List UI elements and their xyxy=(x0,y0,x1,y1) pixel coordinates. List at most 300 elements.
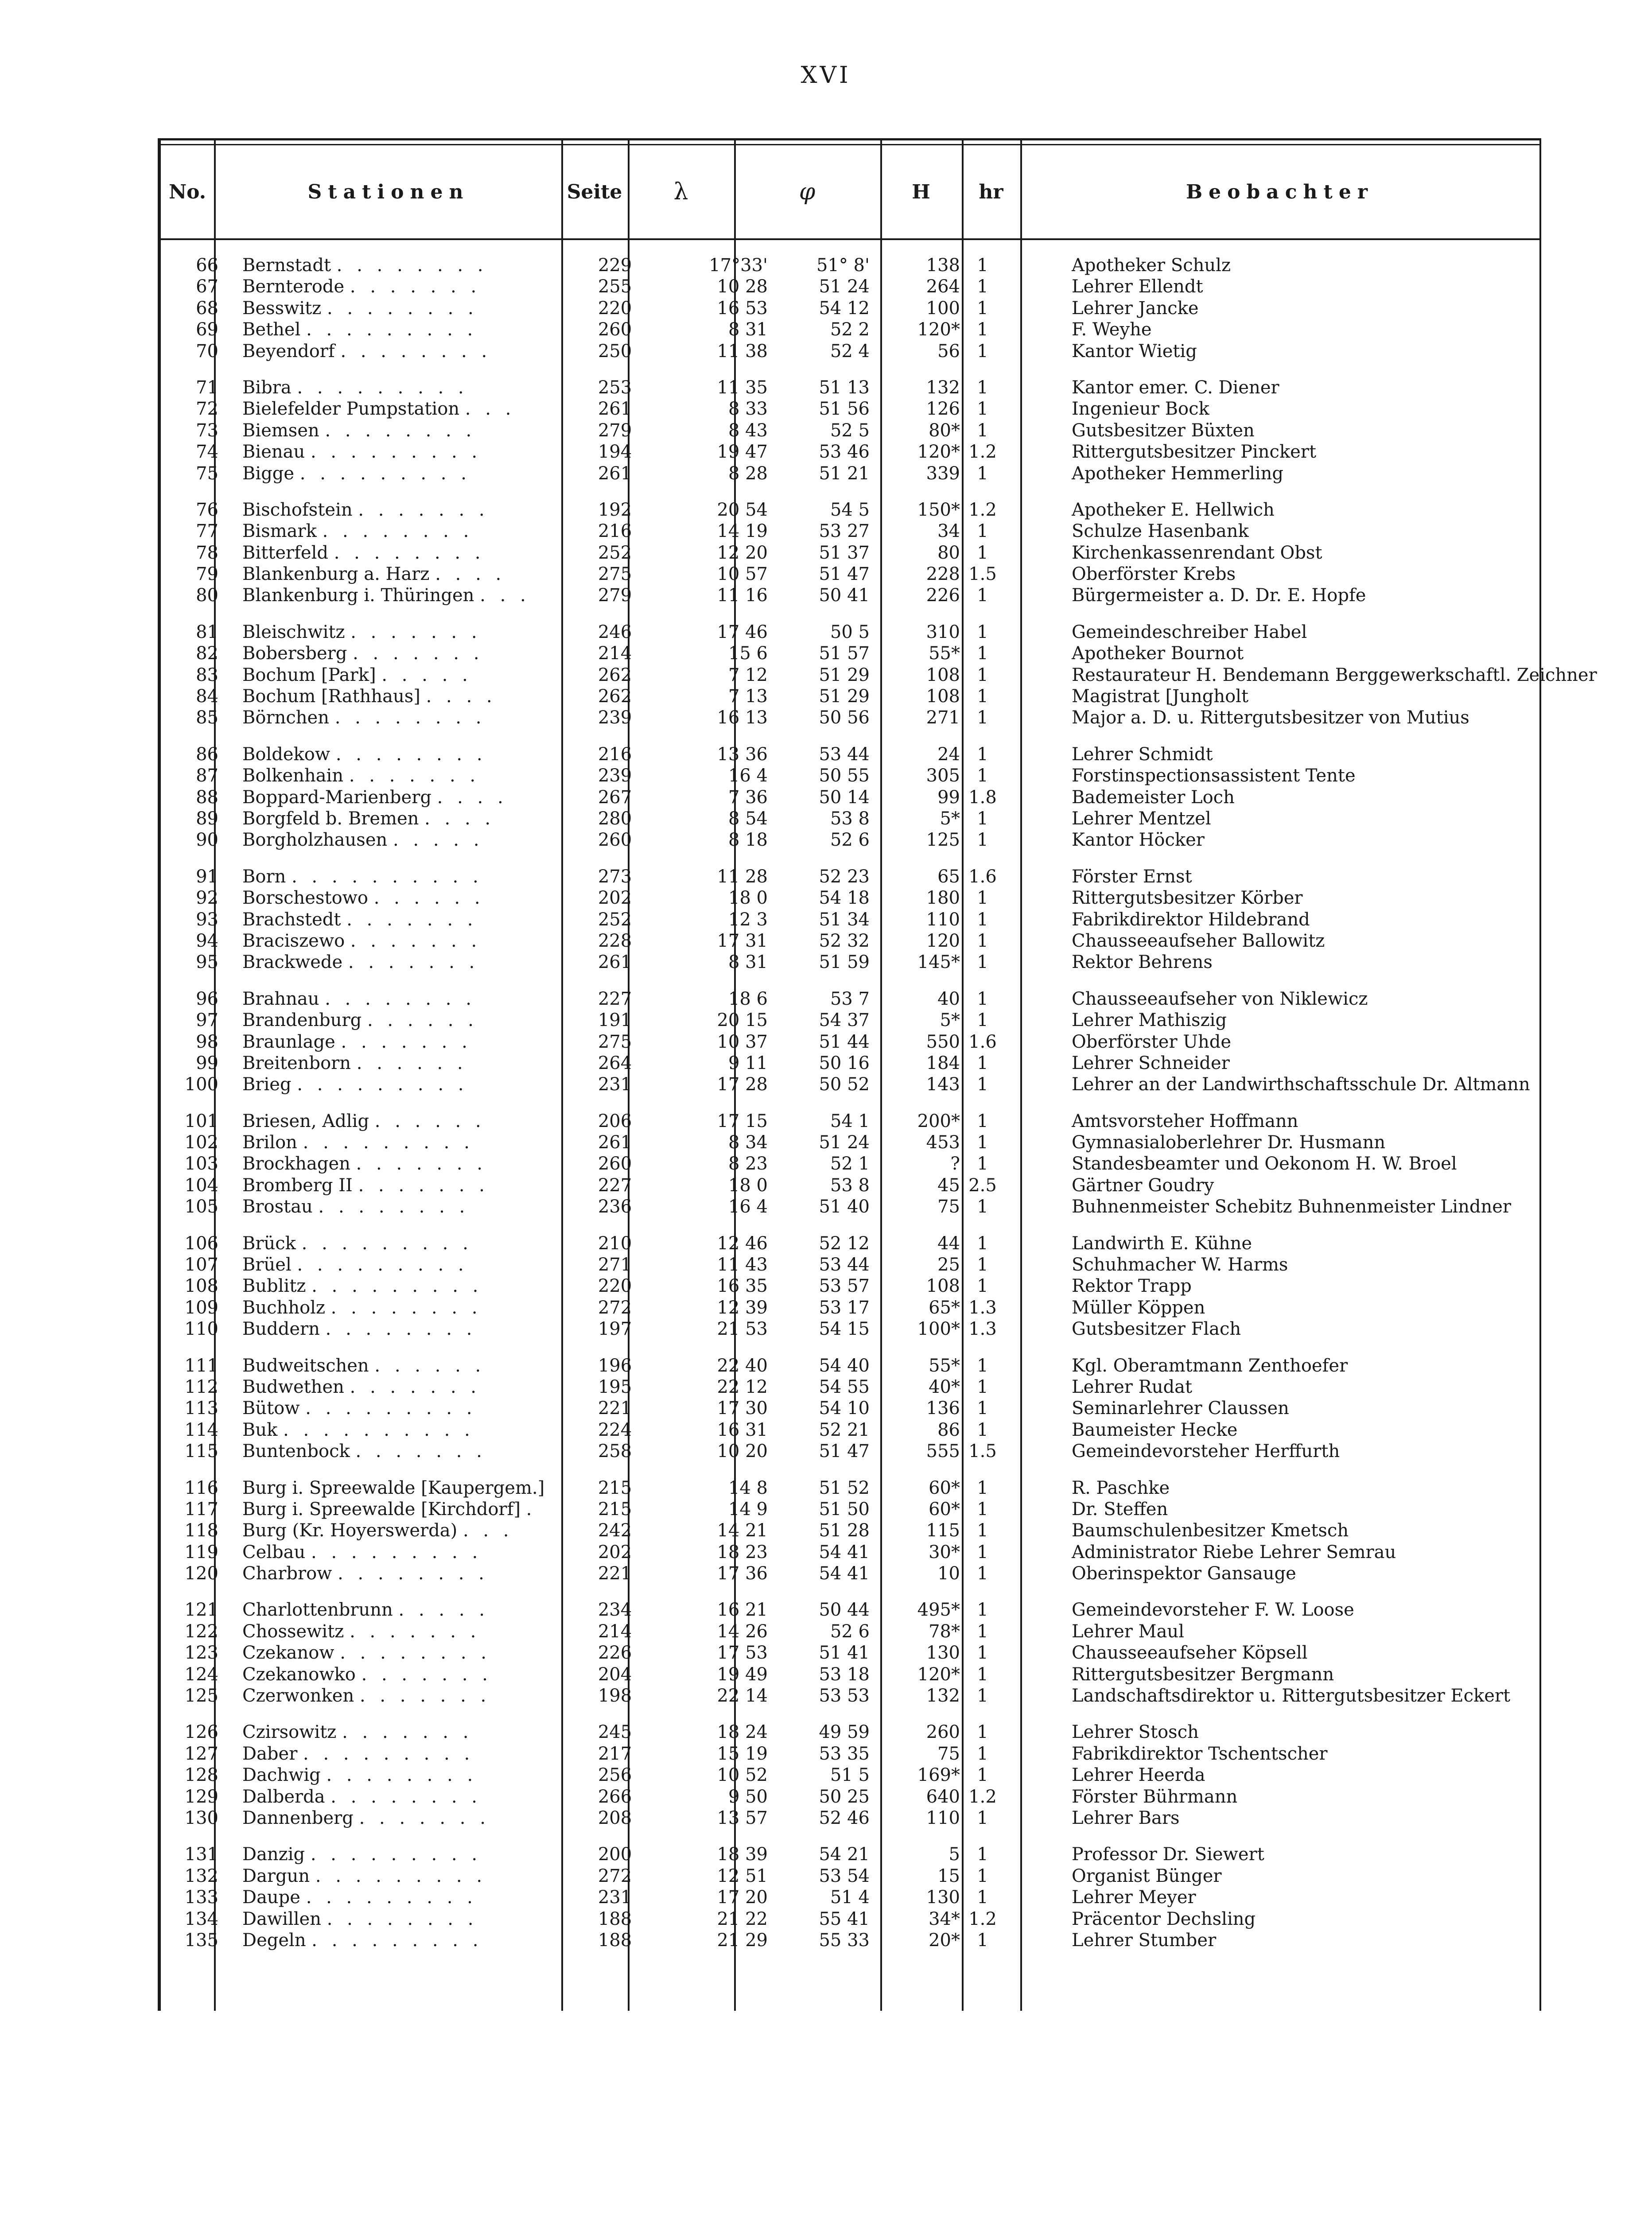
longitude: 16 4 xyxy=(728,766,768,786)
observer-name: Standesbeamter und Oekonom H. W. Broel xyxy=(1072,1154,1457,1174)
page-ref: 234 xyxy=(598,1600,632,1620)
gauge-height: 1 xyxy=(977,1865,988,1886)
station-name: Biemsen xyxy=(242,420,319,441)
leader-dots: . . . . . . . xyxy=(348,952,479,973)
page-ref: 275 xyxy=(598,564,632,585)
gauge-height: 1 xyxy=(977,930,988,951)
longitude: 15 19 xyxy=(717,1743,768,1764)
leader-dots: . . . . . . . . . xyxy=(297,1074,468,1095)
gauge-height: 1.3 xyxy=(968,1297,997,1318)
station-number: 75 xyxy=(196,463,218,484)
page-ref: 242 xyxy=(598,1520,632,1541)
leader-dots: . . . . . . xyxy=(356,1053,467,1073)
station-name: Bernstadt xyxy=(242,255,331,276)
station-number: 90 xyxy=(196,830,218,851)
leader-dots: . . . . . . . . xyxy=(334,707,486,728)
observer-name: Müller Köppen xyxy=(1072,1297,1205,1318)
elevation: 80 xyxy=(937,542,960,563)
elevation: 15 xyxy=(937,1865,960,1886)
leader-dots: . . . . . . . . xyxy=(338,1563,489,1584)
station-number: 117 xyxy=(184,1499,218,1519)
station-number: 134 xyxy=(184,1908,218,1929)
table-row xyxy=(161,1074,1539,1095)
longitude: 18 0 xyxy=(728,888,768,909)
leader-dots: . . . . . . . . . xyxy=(310,1844,482,1865)
observer-name: Apotheker E. Hellwich xyxy=(1072,499,1275,520)
elevation: 10 xyxy=(937,1563,960,1584)
station-number: 94 xyxy=(196,930,218,951)
gauge-height: 1 xyxy=(977,341,988,361)
leader-dots: . . . . . . . . . xyxy=(299,463,471,484)
latitude: 53 54 xyxy=(819,1865,870,1886)
station-name: Bitterfeld xyxy=(242,542,329,563)
station-number: 103 xyxy=(184,1154,218,1174)
leader-dots: . . . . . . . . . xyxy=(306,1887,477,1908)
station-name: Borgfeld b. Bremen xyxy=(242,808,419,829)
elevation: 640 xyxy=(926,1786,960,1807)
elevation: 226 xyxy=(926,585,960,606)
elevation: 169* xyxy=(917,1765,960,1786)
gauge-height: 1 xyxy=(977,521,988,542)
latitude: 51 50 xyxy=(819,1499,870,1519)
longitude: 10 57 xyxy=(717,564,768,585)
table-row xyxy=(161,1807,1539,1829)
observer-name: Präcentor Dechsling xyxy=(1072,1908,1256,1929)
longitude: 21 22 xyxy=(717,1908,768,1929)
station-number: 126 xyxy=(184,1722,218,1743)
row-group xyxy=(161,1233,1539,1340)
latitude: 51 40 xyxy=(819,1197,870,1217)
station-name: Brachstedt xyxy=(242,909,341,930)
elevation: 143 xyxy=(926,1074,960,1095)
page-ref: 260 xyxy=(598,830,632,851)
leader-dots: . . . . xyxy=(435,564,506,585)
observer-name: Oberinspektor Gansauge xyxy=(1072,1563,1296,1584)
latitude: 52 46 xyxy=(819,1808,870,1828)
observer-name: Lehrer Bars xyxy=(1072,1808,1180,1828)
longitude: 20 15 xyxy=(717,1010,768,1031)
latitude: 52 6 xyxy=(830,1621,870,1642)
longitude: 8 31 xyxy=(728,319,768,340)
latitude: 54 21 xyxy=(819,1844,870,1865)
leader-dots: . . . . . . xyxy=(374,1111,486,1131)
table-row xyxy=(161,276,1539,297)
elevation: 34* xyxy=(929,1908,960,1929)
page-ref: 204 xyxy=(598,1664,632,1685)
table-row xyxy=(161,643,1539,664)
observer-name: Kirchenkassenrendant Obst xyxy=(1072,542,1322,563)
observer-name: Lehrer Meyer xyxy=(1072,1887,1196,1908)
elevation: 136 xyxy=(926,1398,960,1419)
page-ref: 191 xyxy=(598,1010,632,1031)
leader-dots: . . . . . . . xyxy=(358,499,489,520)
leader-dots: . . . . . . . . xyxy=(318,1197,470,1217)
table-row xyxy=(161,521,1539,542)
station-number: 77 xyxy=(196,521,218,542)
longitude: 12 20 xyxy=(717,542,768,563)
leader-dots: . . . . xyxy=(426,686,497,707)
elevation: 30* xyxy=(929,1542,960,1562)
latitude: 52 21 xyxy=(819,1419,870,1440)
latitude: 51 13 xyxy=(819,377,870,398)
elevation: 75 xyxy=(937,1743,960,1764)
leader-dots: . . . . . . . . xyxy=(330,1786,482,1807)
elevation: 80* xyxy=(929,420,960,441)
latitude: 51° 8' xyxy=(816,255,870,276)
leader-dots: . . . . . . . xyxy=(349,766,480,786)
table-row xyxy=(161,1642,1539,1663)
elevation: 145* xyxy=(917,952,960,973)
station-name: Dawillen xyxy=(242,1908,321,1929)
longitude: 17 46 xyxy=(717,622,768,642)
header-lambda: λ xyxy=(673,179,688,205)
elevation: 550 xyxy=(926,1031,960,1052)
leader-dots: . . . . . . . . xyxy=(340,341,492,361)
station-number: 97 xyxy=(196,1010,218,1031)
station-number: 99 xyxy=(196,1053,218,1073)
station-name: Daber xyxy=(242,1743,298,1764)
observer-name: Landwirth E. Kühne xyxy=(1072,1233,1252,1254)
elevation: 125 xyxy=(926,830,960,851)
table-row xyxy=(161,1254,1539,1275)
table-row xyxy=(161,319,1539,340)
table-row xyxy=(161,622,1539,643)
station-number: 131 xyxy=(184,1844,218,1865)
latitude: 50 56 xyxy=(819,707,870,728)
table-row xyxy=(161,1477,1539,1499)
elevation: 200* xyxy=(917,1111,960,1131)
gauge-height: 1 xyxy=(977,420,988,441)
station-name: Brostau xyxy=(242,1197,313,1217)
table-row xyxy=(161,930,1539,952)
table-row xyxy=(161,988,1539,1010)
table-row xyxy=(161,420,1539,441)
station-number: 109 xyxy=(184,1297,218,1318)
table-row xyxy=(161,765,1539,786)
elevation: 5* xyxy=(940,1010,960,1031)
table-row xyxy=(161,1542,1539,1563)
longitude: 9 11 xyxy=(728,1053,768,1073)
longitude: 15 6 xyxy=(728,643,768,664)
table-row xyxy=(161,1297,1539,1318)
latitude: 54 12 xyxy=(819,298,870,319)
leader-dots: . . . . . xyxy=(398,1600,489,1620)
station-name: Czerwonken xyxy=(242,1686,354,1706)
gauge-height: 1 xyxy=(977,1930,988,1951)
page-ref: 256 xyxy=(598,1765,632,1786)
station-number: 80 xyxy=(196,585,218,606)
page-ref: 220 xyxy=(598,298,632,319)
gauge-height: 1 xyxy=(977,744,988,765)
longitude: 18 0 xyxy=(728,1175,768,1196)
table-row xyxy=(161,1865,1539,1887)
station-number: 96 xyxy=(196,988,218,1009)
station-number: 128 xyxy=(184,1765,218,1786)
elevation: 180 xyxy=(926,888,960,909)
table-row xyxy=(161,1275,1539,1297)
table-row xyxy=(161,1685,1539,1706)
gauge-height: 1 xyxy=(977,830,988,851)
stations-table xyxy=(158,138,1597,2011)
leader-dots: . . . . . . . . xyxy=(326,1765,478,1786)
row-group xyxy=(161,988,1539,1096)
page-ref: 253 xyxy=(598,377,632,398)
header-no: No. xyxy=(168,180,206,203)
leader-dots: . . . . . . . xyxy=(350,930,482,951)
observer-name: Lehrer Jancke xyxy=(1072,298,1199,319)
latitude: 51 28 xyxy=(819,1520,870,1541)
station-number: 130 xyxy=(184,1808,218,1828)
longitude: 17 28 xyxy=(717,1074,768,1095)
station-name: Degeln xyxy=(242,1930,306,1951)
latitude: 52 5 xyxy=(830,420,870,441)
station-number: 76 xyxy=(196,499,218,520)
station-number: 66 xyxy=(196,255,218,276)
station-number: 86 xyxy=(196,744,218,765)
gauge-height: 1.5 xyxy=(968,1441,997,1462)
row-group xyxy=(161,1844,1539,1951)
station-number: 121 xyxy=(184,1600,218,1620)
latitude: 54 55 xyxy=(819,1376,870,1397)
observer-name: Oberförster Krebs xyxy=(1072,564,1236,585)
page-ref: 280 xyxy=(598,808,632,829)
longitude: 10 20 xyxy=(717,1441,768,1462)
observer-name: Major a. D. u. Rittergutsbesitzer von Mutius xyxy=(1072,707,1469,728)
leader-dots: . . . . . . . . . xyxy=(310,442,482,462)
station-name: Blankenburg i. Thüringen xyxy=(242,585,474,606)
observer-name: Lehrer Schneider xyxy=(1072,1053,1230,1073)
station-number: 69 xyxy=(196,319,218,340)
station-name: Briesen, Adlig xyxy=(242,1111,369,1131)
elevation: 5* xyxy=(940,808,960,829)
longitude: 17°33' xyxy=(709,255,768,276)
page-ref: 267 xyxy=(598,787,632,808)
table-row xyxy=(161,829,1539,851)
observer-name: Baumeister Hecke xyxy=(1072,1419,1238,1440)
station-number: 135 xyxy=(184,1930,218,1951)
table-row xyxy=(161,952,1539,973)
station-name: Brieg xyxy=(242,1074,292,1095)
station-name: Bochum [Rathhaus] xyxy=(242,686,420,707)
longitude: 8 54 xyxy=(728,808,768,829)
latitude: 54 41 xyxy=(819,1542,870,1562)
table-row xyxy=(161,1887,1539,1908)
longitude: 16 35 xyxy=(717,1276,768,1297)
page-ref: 206 xyxy=(598,1111,632,1131)
elevation: 120* xyxy=(917,319,960,340)
observer-name: Chausseeaufseher Ballowitz xyxy=(1072,930,1325,951)
longitude: 10 28 xyxy=(717,276,768,297)
station-name: Budwethen xyxy=(242,1376,344,1397)
leader-dots: . . . . . . . xyxy=(350,622,482,642)
table-row xyxy=(161,707,1539,728)
station-name: Braciszewo xyxy=(242,930,345,951)
observer-name: Lehrer Ellendt xyxy=(1072,276,1203,297)
latitude: 51 37 xyxy=(819,542,870,563)
station-number: 116 xyxy=(184,1477,218,1498)
longitude: 21 29 xyxy=(717,1930,768,1951)
station-number: 89 xyxy=(196,808,218,829)
page-ref: 231 xyxy=(598,1887,632,1908)
longitude: 17 30 xyxy=(717,1398,768,1419)
page-ref: 221 xyxy=(598,1398,632,1419)
gauge-height: 1 xyxy=(977,707,988,728)
observer-name: Seminarlehrer Claussen xyxy=(1072,1398,1289,1419)
latitude: 53 57 xyxy=(819,1276,870,1297)
page-ref: 196 xyxy=(598,1355,632,1376)
page-ref: 246 xyxy=(598,622,632,642)
page-ref: 188 xyxy=(598,1908,632,1929)
observer-name: Amtsvorsteher Hoffmann xyxy=(1072,1111,1298,1131)
elevation: 132 xyxy=(926,1686,960,1706)
observer-name: Kgl. Oberamtmann Zenthoefer xyxy=(1072,1355,1348,1376)
observer-name: Kantor Höcker xyxy=(1072,830,1205,851)
page-ref: 272 xyxy=(598,1865,632,1886)
gauge-height: 1 xyxy=(977,1197,988,1217)
gauge-height: 1 xyxy=(977,909,988,930)
latitude: 52 12 xyxy=(819,1233,870,1254)
gauge-height: 1 xyxy=(977,1664,988,1685)
station-number: 78 xyxy=(196,542,218,563)
elevation: 60* xyxy=(929,1477,960,1498)
leader-dots: . . . . . xyxy=(393,830,484,851)
latitude: 53 35 xyxy=(819,1743,870,1764)
page-ref: 208 xyxy=(598,1808,632,1828)
station-name: Charbrow xyxy=(242,1563,332,1584)
elevation: 40* xyxy=(929,1376,960,1397)
page-ref: 279 xyxy=(598,585,632,606)
elevation: 24 xyxy=(937,744,960,765)
latitude: 51 4 xyxy=(830,1887,870,1908)
observer-name: Lehrer Maul xyxy=(1072,1621,1184,1642)
observer-name: Apotheker Hemmerling xyxy=(1072,463,1283,484)
gauge-height: 1 xyxy=(977,1765,988,1786)
observer-name: Baumschulenbesitzer Kmetsch xyxy=(1072,1520,1349,1541)
elevation: 120 xyxy=(926,930,960,951)
gauge-height: 1 xyxy=(977,1542,988,1562)
row-group xyxy=(161,255,1539,362)
table-row xyxy=(161,1621,1539,1642)
longitude: 8 23 xyxy=(728,1154,768,1174)
longitude: 8 28 xyxy=(728,463,768,484)
table-row xyxy=(161,1930,1539,1951)
longitude: 22 40 xyxy=(717,1355,768,1376)
observer-name: Lehrer Schmidt xyxy=(1072,744,1213,765)
leader-dots: . . . . . . . . xyxy=(330,1297,482,1318)
observer-name: Gymnasialoberlehrer Dr. Husmann xyxy=(1072,1132,1386,1153)
longitude: 18 23 xyxy=(717,1542,768,1562)
table-row xyxy=(161,1398,1539,1419)
row-group xyxy=(161,1355,1539,1462)
page-ref: 261 xyxy=(598,463,632,484)
observer-name: Rektor Behrens xyxy=(1072,952,1213,973)
elevation: 305 xyxy=(926,766,960,786)
table-row xyxy=(161,1233,1539,1254)
header-hr: hr xyxy=(979,180,1003,203)
station-number: 71 xyxy=(196,377,218,398)
page-ref: 226 xyxy=(598,1643,632,1663)
elevation: 264 xyxy=(926,276,960,297)
station-name: Bismark xyxy=(242,521,317,542)
page-ref: 195 xyxy=(598,1376,632,1397)
row-group xyxy=(161,744,1539,851)
longitude: 18 24 xyxy=(717,1722,768,1743)
leader-dots: . . . xyxy=(480,585,530,606)
station-name: Bethel xyxy=(242,319,301,340)
station-name: Besswitz xyxy=(242,298,322,319)
gauge-height: 1.3 xyxy=(968,1319,997,1340)
station-number: 119 xyxy=(184,1542,218,1562)
station-name: Buchholz xyxy=(242,1297,326,1318)
leader-dots: . . . . . . . xyxy=(346,909,478,930)
latitude: 51 52 xyxy=(819,1477,870,1498)
station-name: Brockhagen xyxy=(242,1154,350,1174)
longitude: 22 12 xyxy=(717,1376,768,1397)
leader-dots: . . . . . . . . xyxy=(334,542,485,563)
station-name: Bromberg II xyxy=(242,1175,353,1196)
station-number: 101 xyxy=(184,1111,218,1131)
observer-name: Chausseeaufseher Köpsell xyxy=(1072,1643,1308,1663)
station-number: 104 xyxy=(184,1175,218,1196)
page-ref: 245 xyxy=(598,1722,632,1743)
station-number: 98 xyxy=(196,1031,218,1052)
longitude: 14 26 xyxy=(717,1621,768,1642)
longitude: 8 18 xyxy=(728,830,768,851)
station-number: 70 xyxy=(196,341,218,361)
page-ref: 214 xyxy=(598,1621,632,1642)
observer-name: Fabrikdirektor Tschentscher xyxy=(1072,1743,1328,1764)
observer-name: R. Paschke xyxy=(1072,1477,1170,1498)
gauge-height: 1 xyxy=(977,1053,988,1073)
table-row xyxy=(161,1563,1539,1584)
table-row xyxy=(161,563,1539,585)
observer-name: Lehrer Mentzel xyxy=(1072,808,1211,829)
longitude: 16 53 xyxy=(717,298,768,319)
leader-dots: . . . . . . . . . xyxy=(315,1865,487,1886)
page-ref: 214 xyxy=(598,643,632,664)
gauge-height: 1 xyxy=(977,1643,988,1663)
elevation: 25 xyxy=(937,1255,960,1275)
elevation: 228 xyxy=(926,564,960,585)
latitude: 54 41 xyxy=(819,1563,870,1584)
leader-dots: . . . . . . . xyxy=(361,1664,492,1685)
longitude: 17 53 xyxy=(717,1643,768,1663)
page-ref: 252 xyxy=(598,542,632,563)
latitude: 51 57 xyxy=(819,643,870,664)
table-row xyxy=(161,1664,1539,1685)
gauge-height: 1 xyxy=(977,1111,988,1131)
table-row xyxy=(161,1153,1539,1174)
latitude: 53 7 xyxy=(830,988,870,1009)
latitude: 50 25 xyxy=(819,1786,870,1807)
latitude: 51 24 xyxy=(819,276,870,297)
page-ref: 279 xyxy=(598,420,632,441)
table-row xyxy=(161,1010,1539,1031)
station-name: Daupe xyxy=(242,1887,300,1908)
elevation: 260 xyxy=(926,1722,960,1743)
leader-dots: . . . . . . . . xyxy=(325,420,476,441)
table-row xyxy=(161,1132,1539,1153)
observer-name: Ingenieur Bock xyxy=(1072,399,1209,420)
latitude: 49 59 xyxy=(819,1722,870,1743)
table-row xyxy=(161,1196,1539,1217)
latitude: 55 41 xyxy=(819,1908,870,1929)
station-number: 83 xyxy=(196,664,218,685)
station-name: Boldekow xyxy=(242,744,330,765)
leader-dots: . . . . . . . . . . xyxy=(292,866,483,887)
station-number: 123 xyxy=(184,1643,218,1663)
leader-dots: . . . . . . . xyxy=(342,1722,473,1743)
